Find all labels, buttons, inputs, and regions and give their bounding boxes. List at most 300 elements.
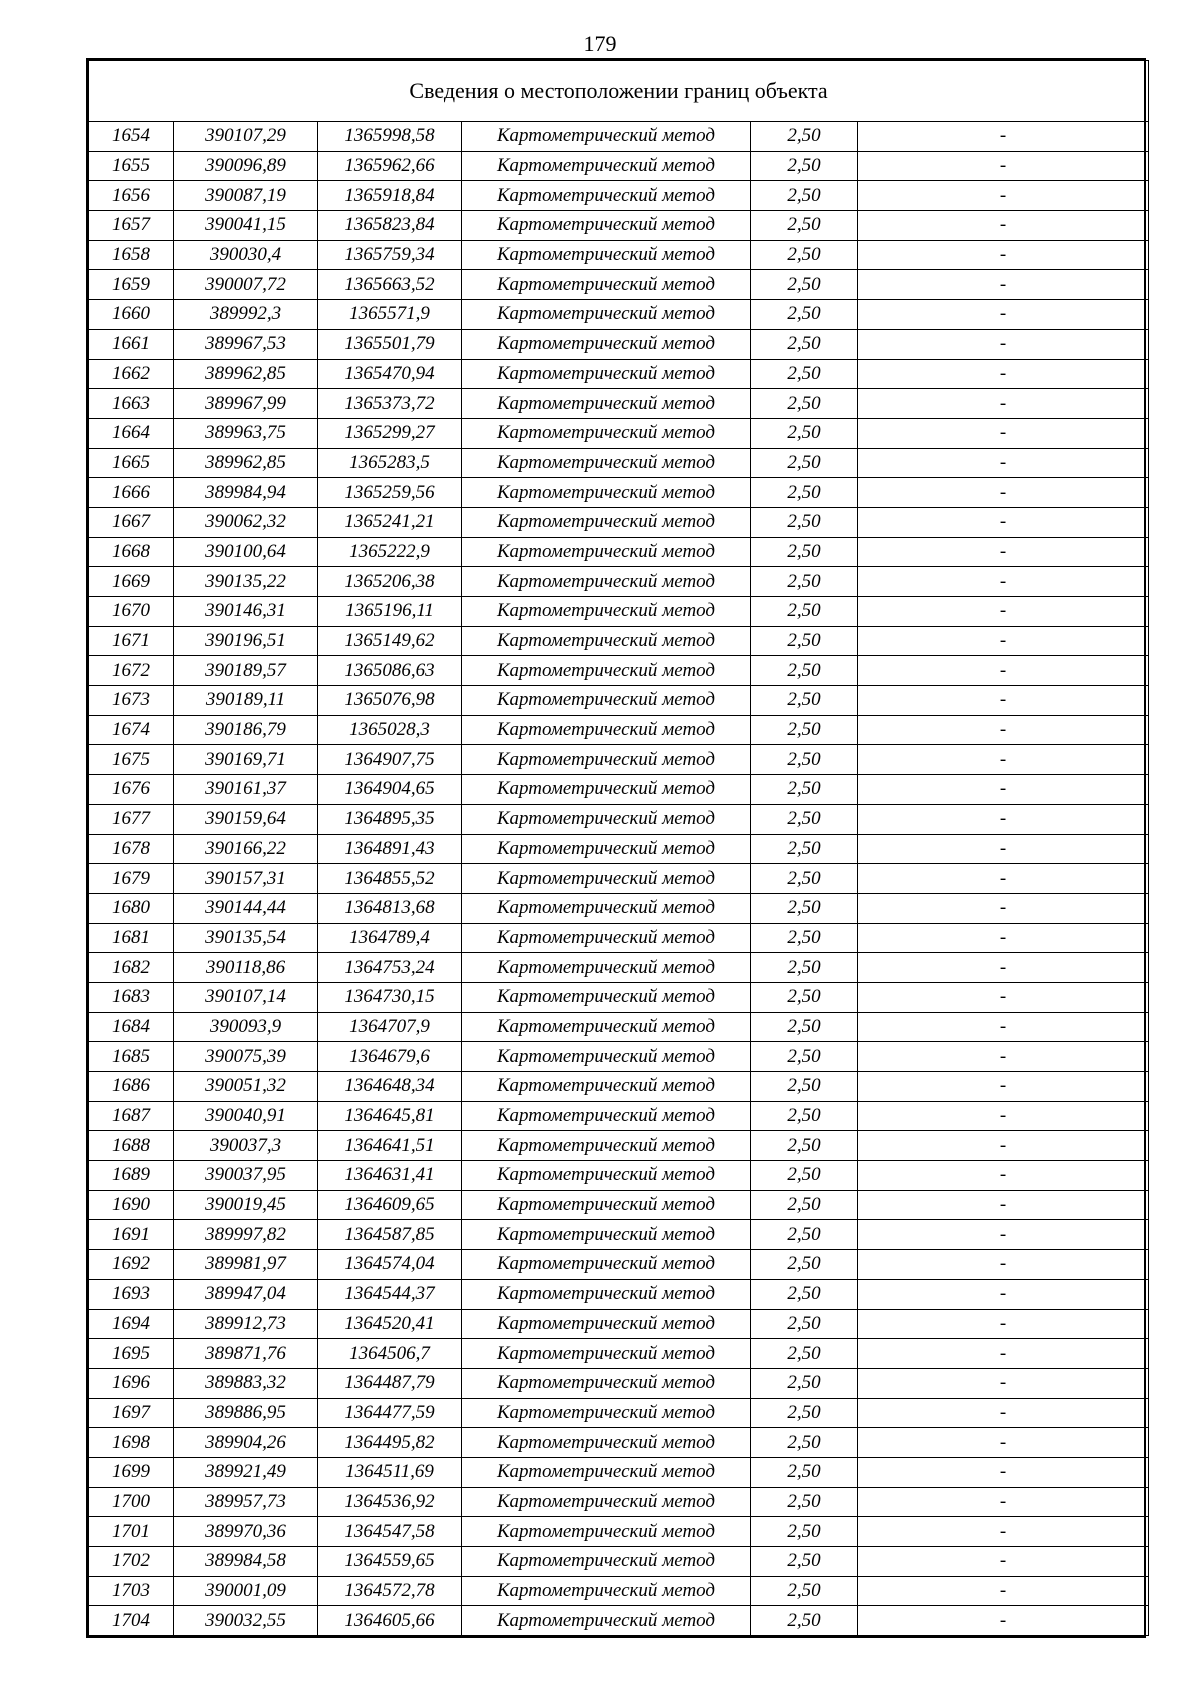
description-cell: - — [858, 1547, 1149, 1577]
x-coordinate-cell: 389912,73 — [174, 1309, 318, 1339]
description-cell: - — [858, 1190, 1149, 1220]
point-number-cell: 1701 — [89, 1517, 174, 1547]
table-row — [89, 1072, 1149, 1102]
point-number-cell: 1699 — [89, 1457, 174, 1487]
method-cell: Картометрический метод — [462, 715, 751, 745]
accuracy-cell: 2,50 — [751, 537, 858, 567]
y-coordinate-cell: 1364520,41 — [318, 1309, 462, 1339]
y-coordinate-cell: 1364907,75 — [318, 745, 462, 775]
accuracy-cell: 2,50 — [751, 1250, 858, 1280]
method-cell: Картометрический метод — [462, 1606, 751, 1636]
x-coordinate-cell: 390107,14 — [174, 982, 318, 1012]
table-row — [89, 597, 1149, 627]
description-cell: - — [858, 1012, 1149, 1042]
method-cell: Картометрический метод — [462, 1457, 751, 1487]
table-row — [89, 507, 1149, 537]
table-row — [89, 893, 1149, 923]
y-coordinate-cell: 1365028,3 — [318, 715, 462, 745]
y-coordinate-cell: 1364477,59 — [318, 1398, 462, 1428]
accuracy-cell: 2,50 — [751, 745, 858, 775]
method-cell: Картометрический метод — [462, 181, 751, 211]
table-row — [89, 537, 1149, 567]
accuracy-cell: 2,50 — [751, 240, 858, 270]
method-cell: Картометрический метод — [462, 1072, 751, 1102]
description-cell: - — [858, 1487, 1149, 1517]
y-coordinate-cell: 1365259,56 — [318, 478, 462, 508]
accuracy-cell: 2,50 — [751, 686, 858, 716]
y-coordinate-cell: 1365501,79 — [318, 329, 462, 359]
y-coordinate-cell: 1364645,81 — [318, 1101, 462, 1131]
y-coordinate-cell: 1365241,21 — [318, 507, 462, 537]
table-row — [89, 745, 1149, 775]
table-row — [89, 359, 1149, 389]
accuracy-cell: 2,50 — [751, 1428, 858, 1458]
point-number-cell: 1670 — [89, 597, 174, 627]
x-coordinate-cell: 390040,91 — [174, 1101, 318, 1131]
table-row — [89, 923, 1149, 953]
point-number-cell: 1672 — [89, 656, 174, 686]
accuracy-cell: 2,50 — [751, 567, 858, 597]
method-cell: Картометрический метод — [462, 1398, 751, 1428]
x-coordinate-cell: 390093,9 — [174, 1012, 318, 1042]
point-number-cell: 1698 — [89, 1428, 174, 1458]
accuracy-cell: 2,50 — [751, 953, 858, 983]
description-cell: - — [858, 537, 1149, 567]
accuracy-cell: 2,50 — [751, 300, 858, 330]
table-row — [89, 1398, 1149, 1428]
x-coordinate-cell: 389992,3 — [174, 300, 318, 330]
method-cell: Картометрический метод — [462, 1309, 751, 1339]
y-coordinate-cell: 1365373,72 — [318, 389, 462, 419]
point-number-cell: 1687 — [89, 1101, 174, 1131]
y-coordinate-cell: 1365998,58 — [318, 122, 462, 152]
x-coordinate-cell: 390166,22 — [174, 834, 318, 864]
description-cell: - — [858, 804, 1149, 834]
accuracy-cell: 2,50 — [751, 656, 858, 686]
y-coordinate-cell: 1365086,63 — [318, 656, 462, 686]
point-number-cell: 1654 — [89, 122, 174, 152]
accuracy-cell: 2,50 — [751, 1101, 858, 1131]
description-cell: - — [858, 923, 1149, 953]
table-row — [89, 626, 1149, 656]
description-cell: - — [858, 567, 1149, 597]
accuracy-cell: 2,50 — [751, 1487, 858, 1517]
y-coordinate-cell: 1364536,92 — [318, 1487, 462, 1517]
x-coordinate-cell: 390196,51 — [174, 626, 318, 656]
table-row — [89, 715, 1149, 745]
accuracy-cell: 2,50 — [751, 478, 858, 508]
table-row — [89, 834, 1149, 864]
x-coordinate-cell: 389957,73 — [174, 1487, 318, 1517]
x-coordinate-cell: 390186,79 — [174, 715, 318, 745]
method-cell: Картометрический метод — [462, 1487, 751, 1517]
description-cell: - — [858, 240, 1149, 270]
x-coordinate-cell: 390189,57 — [174, 656, 318, 686]
method-cell: Картометрический метод — [462, 923, 751, 953]
x-coordinate-cell: 390146,31 — [174, 597, 318, 627]
description-cell: - — [858, 1398, 1149, 1428]
table-row — [89, 1309, 1149, 1339]
method-cell: Картометрический метод — [462, 418, 751, 448]
accuracy-cell: 2,50 — [751, 1368, 858, 1398]
method-cell: Картометрический метод — [462, 1279, 751, 1309]
table-row — [89, 982, 1149, 1012]
table-row — [89, 1012, 1149, 1042]
x-coordinate-cell: 390135,22 — [174, 567, 318, 597]
point-number-cell: 1676 — [89, 775, 174, 805]
accuracy-cell: 2,50 — [751, 1547, 858, 1577]
description-cell: - — [858, 686, 1149, 716]
method-cell: Картометрический метод — [462, 864, 751, 894]
table-row — [89, 211, 1149, 241]
y-coordinate-cell: 1364891,43 — [318, 834, 462, 864]
x-coordinate-cell: 389904,26 — [174, 1428, 318, 1458]
method-cell: Картометрический метод — [462, 329, 751, 359]
point-number-cell: 1663 — [89, 389, 174, 419]
x-coordinate-cell: 389984,94 — [174, 478, 318, 508]
boundary-coordinates-table — [88, 60, 1149, 1636]
x-coordinate-cell: 389871,76 — [174, 1339, 318, 1369]
description-cell: - — [858, 181, 1149, 211]
point-number-cell: 1673 — [89, 686, 174, 716]
x-coordinate-cell: 389921,49 — [174, 1457, 318, 1487]
x-coordinate-cell: 390007,72 — [174, 270, 318, 300]
x-coordinate-cell: 390118,86 — [174, 953, 318, 983]
accuracy-cell: 2,50 — [751, 270, 858, 300]
description-cell: - — [858, 1576, 1149, 1606]
accuracy-cell: 2,50 — [751, 1309, 858, 1339]
description-cell: - — [858, 448, 1149, 478]
point-number-cell: 1684 — [89, 1012, 174, 1042]
y-coordinate-cell: 1364895,35 — [318, 804, 462, 834]
accuracy-cell: 2,50 — [751, 359, 858, 389]
method-cell: Картометрический метод — [462, 893, 751, 923]
table-row — [89, 122, 1149, 152]
table-row — [89, 1220, 1149, 1250]
x-coordinate-cell: 390037,3 — [174, 1131, 318, 1161]
method-cell: Картометрический метод — [462, 270, 751, 300]
table-row — [89, 1279, 1149, 1309]
y-coordinate-cell: 1365149,62 — [318, 626, 462, 656]
table-row — [89, 389, 1149, 419]
description-cell: - — [858, 1279, 1149, 1309]
x-coordinate-cell: 389984,58 — [174, 1547, 318, 1577]
description-cell: - — [858, 1042, 1149, 1072]
table-row — [89, 1368, 1149, 1398]
point-number-cell: 1660 — [89, 300, 174, 330]
method-cell: Картометрический метод — [462, 1250, 751, 1280]
y-coordinate-cell: 1365283,5 — [318, 448, 462, 478]
point-number-cell: 1703 — [89, 1576, 174, 1606]
point-number-cell: 1655 — [89, 151, 174, 181]
method-cell: Картометрический метод — [462, 1547, 751, 1577]
y-coordinate-cell: 1365759,34 — [318, 240, 462, 270]
point-number-cell: 1661 — [89, 329, 174, 359]
table-body — [89, 122, 1149, 1636]
method-cell: Картометрический метод — [462, 775, 751, 805]
method-cell: Картометрический метод — [462, 507, 751, 537]
y-coordinate-cell: 1364813,68 — [318, 893, 462, 923]
table-row — [89, 864, 1149, 894]
method-cell: Картометрический метод — [462, 1220, 751, 1250]
method-cell: Картометрический метод — [462, 1042, 751, 1072]
x-coordinate-cell: 390062,32 — [174, 507, 318, 537]
point-number-cell: 1664 — [89, 418, 174, 448]
description-cell: - — [858, 597, 1149, 627]
table-row — [89, 1131, 1149, 1161]
description-cell: - — [858, 834, 1149, 864]
y-coordinate-cell: 1365470,94 — [318, 359, 462, 389]
method-cell: Картометрический метод — [462, 686, 751, 716]
description-cell: - — [858, 893, 1149, 923]
description-cell: - — [858, 775, 1149, 805]
accuracy-cell: 2,50 — [751, 389, 858, 419]
accuracy-cell: 2,50 — [751, 329, 858, 359]
x-coordinate-cell: 390075,39 — [174, 1042, 318, 1072]
point-number-cell: 1686 — [89, 1072, 174, 1102]
table-row — [89, 270, 1149, 300]
point-number-cell: 1677 — [89, 804, 174, 834]
accuracy-cell: 2,50 — [751, 982, 858, 1012]
x-coordinate-cell: 390041,15 — [174, 211, 318, 241]
point-number-cell: 1668 — [89, 537, 174, 567]
point-number-cell: 1662 — [89, 359, 174, 389]
description-cell: - — [858, 745, 1149, 775]
y-coordinate-cell: 1364855,52 — [318, 864, 462, 894]
point-number-cell: 1656 — [89, 181, 174, 211]
y-coordinate-cell: 1364487,79 — [318, 1368, 462, 1398]
accuracy-cell: 2,50 — [751, 775, 858, 805]
point-number-cell: 1694 — [89, 1309, 174, 1339]
y-coordinate-cell: 1364789,4 — [318, 923, 462, 953]
method-cell: Картометрический метод — [462, 1190, 751, 1220]
description-cell: - — [858, 1428, 1149, 1458]
description-cell: - — [858, 507, 1149, 537]
x-coordinate-cell: 389962,85 — [174, 448, 318, 478]
description-cell: - — [858, 329, 1149, 359]
point-number-cell: 1669 — [89, 567, 174, 597]
table-row — [89, 1250, 1149, 1280]
accuracy-cell: 2,50 — [751, 1131, 858, 1161]
table-row — [89, 478, 1149, 508]
y-coordinate-cell: 1365222,9 — [318, 537, 462, 567]
point-number-cell: 1693 — [89, 1279, 174, 1309]
accuracy-cell: 2,50 — [751, 715, 858, 745]
point-number-cell: 1680 — [89, 893, 174, 923]
description-cell: - — [858, 151, 1149, 181]
point-number-cell: 1659 — [89, 270, 174, 300]
y-coordinate-cell: 1364707,9 — [318, 1012, 462, 1042]
method-cell: Картометрический метод — [462, 211, 751, 241]
method-cell: Картометрический метод — [462, 300, 751, 330]
method-cell: Картометрический метод — [462, 1012, 751, 1042]
description-cell: - — [858, 953, 1149, 983]
accuracy-cell: 2,50 — [751, 507, 858, 537]
description-cell: - — [858, 864, 1149, 894]
y-coordinate-cell: 1365918,84 — [318, 181, 462, 211]
point-number-cell: 1665 — [89, 448, 174, 478]
method-cell: Картометрический метод — [462, 1428, 751, 1458]
y-coordinate-cell: 1364572,78 — [318, 1576, 462, 1606]
table-row — [89, 1457, 1149, 1487]
x-coordinate-cell: 390032,55 — [174, 1606, 318, 1636]
x-coordinate-cell: 390001,09 — [174, 1576, 318, 1606]
table-row — [89, 151, 1149, 181]
method-cell: Картометрический метод — [462, 478, 751, 508]
description-cell: - — [858, 982, 1149, 1012]
method-cell: Картометрический метод — [462, 953, 751, 983]
description-cell: - — [858, 1250, 1149, 1280]
description-cell: - — [858, 418, 1149, 448]
point-number-cell: 1667 — [89, 507, 174, 537]
table-row — [89, 418, 1149, 448]
table-row — [89, 953, 1149, 983]
table-row — [89, 1517, 1149, 1547]
table-header-row — [89, 61, 1149, 122]
accuracy-cell: 2,50 — [751, 181, 858, 211]
point-number-cell: 1681 — [89, 923, 174, 953]
method-cell: Картометрический метод — [462, 1576, 751, 1606]
accuracy-cell: 2,50 — [751, 1457, 858, 1487]
accuracy-cell: 2,50 — [751, 834, 858, 864]
point-number-cell: 1700 — [89, 1487, 174, 1517]
x-coordinate-cell: 390037,95 — [174, 1161, 318, 1191]
table-row — [89, 329, 1149, 359]
y-coordinate-cell: 1364587,85 — [318, 1220, 462, 1250]
y-coordinate-cell: 1365076,98 — [318, 686, 462, 716]
accuracy-cell: 2,50 — [751, 122, 858, 152]
point-number-cell: 1692 — [89, 1250, 174, 1280]
description-cell: - — [858, 626, 1149, 656]
x-coordinate-cell: 390087,19 — [174, 181, 318, 211]
y-coordinate-cell: 1364730,15 — [318, 982, 462, 1012]
description-cell: - — [858, 1309, 1149, 1339]
point-number-cell: 1682 — [89, 953, 174, 983]
table-row — [89, 240, 1149, 270]
method-cell: Картометрический метод — [462, 626, 751, 656]
accuracy-cell: 2,50 — [751, 1576, 858, 1606]
y-coordinate-cell: 1364605,66 — [318, 1606, 462, 1636]
table-row — [89, 1339, 1149, 1369]
point-number-cell: 1688 — [89, 1131, 174, 1161]
accuracy-cell: 2,50 — [751, 804, 858, 834]
point-number-cell: 1697 — [89, 1398, 174, 1428]
accuracy-cell: 2,50 — [751, 923, 858, 953]
accuracy-cell: 2,50 — [751, 1161, 858, 1191]
point-number-cell: 1690 — [89, 1190, 174, 1220]
y-coordinate-cell: 1364559,65 — [318, 1547, 462, 1577]
table-row — [89, 1576, 1149, 1606]
table-row — [89, 1606, 1149, 1636]
point-number-cell: 1696 — [89, 1368, 174, 1398]
accuracy-cell: 2,50 — [751, 1220, 858, 1250]
accuracy-cell: 2,50 — [751, 1398, 858, 1428]
table-row — [89, 804, 1149, 834]
page-number: 179 — [583, 31, 617, 56]
point-number-cell: 1685 — [89, 1042, 174, 1072]
x-coordinate-cell: 389970,36 — [174, 1517, 318, 1547]
y-coordinate-cell: 1364679,6 — [318, 1042, 462, 1072]
point-number-cell: 1704 — [89, 1606, 174, 1636]
x-coordinate-cell: 390144,44 — [174, 893, 318, 923]
point-number-cell: 1683 — [89, 982, 174, 1012]
y-coordinate-cell: 1364495,82 — [318, 1428, 462, 1458]
table-row — [89, 1190, 1149, 1220]
accuracy-cell: 2,50 — [751, 1042, 858, 1072]
point-number-cell: 1666 — [89, 478, 174, 508]
accuracy-cell: 2,50 — [751, 151, 858, 181]
method-cell: Картометрический метод — [462, 1101, 751, 1131]
method-cell: Картометрический метод — [462, 240, 751, 270]
y-coordinate-cell: 1364631,41 — [318, 1161, 462, 1191]
table-row — [89, 656, 1149, 686]
point-number-cell: 1678 — [89, 834, 174, 864]
y-coordinate-cell: 1364753,24 — [318, 953, 462, 983]
table-row — [89, 1547, 1149, 1577]
y-coordinate-cell: 1364506,7 — [318, 1339, 462, 1369]
x-coordinate-cell: 390051,32 — [174, 1072, 318, 1102]
method-cell: Картометрический метод — [462, 656, 751, 686]
table-title: Сведения о местоположении границ объекта — [89, 61, 1149, 122]
description-cell: - — [858, 1457, 1149, 1487]
accuracy-cell: 2,50 — [751, 1339, 858, 1369]
x-coordinate-cell: 390096,89 — [174, 151, 318, 181]
accuracy-cell: 2,50 — [751, 418, 858, 448]
accuracy-cell: 2,50 — [751, 448, 858, 478]
x-coordinate-cell: 389886,95 — [174, 1398, 318, 1428]
x-coordinate-cell: 389963,75 — [174, 418, 318, 448]
x-coordinate-cell: 390169,71 — [174, 745, 318, 775]
description-cell: - — [858, 478, 1149, 508]
table-row — [89, 1487, 1149, 1517]
accuracy-cell: 2,50 — [751, 1279, 858, 1309]
description-cell: - — [858, 715, 1149, 745]
table-row — [89, 567, 1149, 597]
y-coordinate-cell: 1365206,38 — [318, 567, 462, 597]
x-coordinate-cell: 390157,31 — [174, 864, 318, 894]
y-coordinate-cell: 1365663,52 — [318, 270, 462, 300]
method-cell: Картометрический метод — [462, 597, 751, 627]
description-cell: - — [858, 359, 1149, 389]
x-coordinate-cell: 390135,54 — [174, 923, 318, 953]
accuracy-cell: 2,50 — [751, 211, 858, 241]
x-coordinate-cell: 390189,11 — [174, 686, 318, 716]
y-coordinate-cell: 1364648,34 — [318, 1072, 462, 1102]
description-cell: - — [858, 1339, 1149, 1369]
y-coordinate-cell: 1365962,66 — [318, 151, 462, 181]
method-cell: Картометрический метод — [462, 982, 751, 1012]
y-coordinate-cell: 1365823,84 — [318, 211, 462, 241]
x-coordinate-cell: 389981,97 — [174, 1250, 318, 1280]
x-coordinate-cell: 390030,4 — [174, 240, 318, 270]
method-cell: Картометрический метод — [462, 834, 751, 864]
accuracy-cell: 2,50 — [751, 1190, 858, 1220]
method-cell: Картометрический метод — [462, 359, 751, 389]
x-coordinate-cell: 389967,53 — [174, 329, 318, 359]
y-coordinate-cell: 1364641,51 — [318, 1131, 462, 1161]
accuracy-cell: 2,50 — [751, 893, 858, 923]
point-number-cell: 1702 — [89, 1547, 174, 1577]
method-cell: Картометрический метод — [462, 389, 751, 419]
description-cell: - — [858, 1220, 1149, 1250]
y-coordinate-cell: 1364544,37 — [318, 1279, 462, 1309]
accuracy-cell: 2,50 — [751, 1012, 858, 1042]
method-cell: Картометрический метод — [462, 1517, 751, 1547]
table-row — [89, 448, 1149, 478]
method-cell: Картометрический метод — [462, 448, 751, 478]
method-cell: Картометрический метод — [462, 122, 751, 152]
point-number-cell: 1675 — [89, 745, 174, 775]
